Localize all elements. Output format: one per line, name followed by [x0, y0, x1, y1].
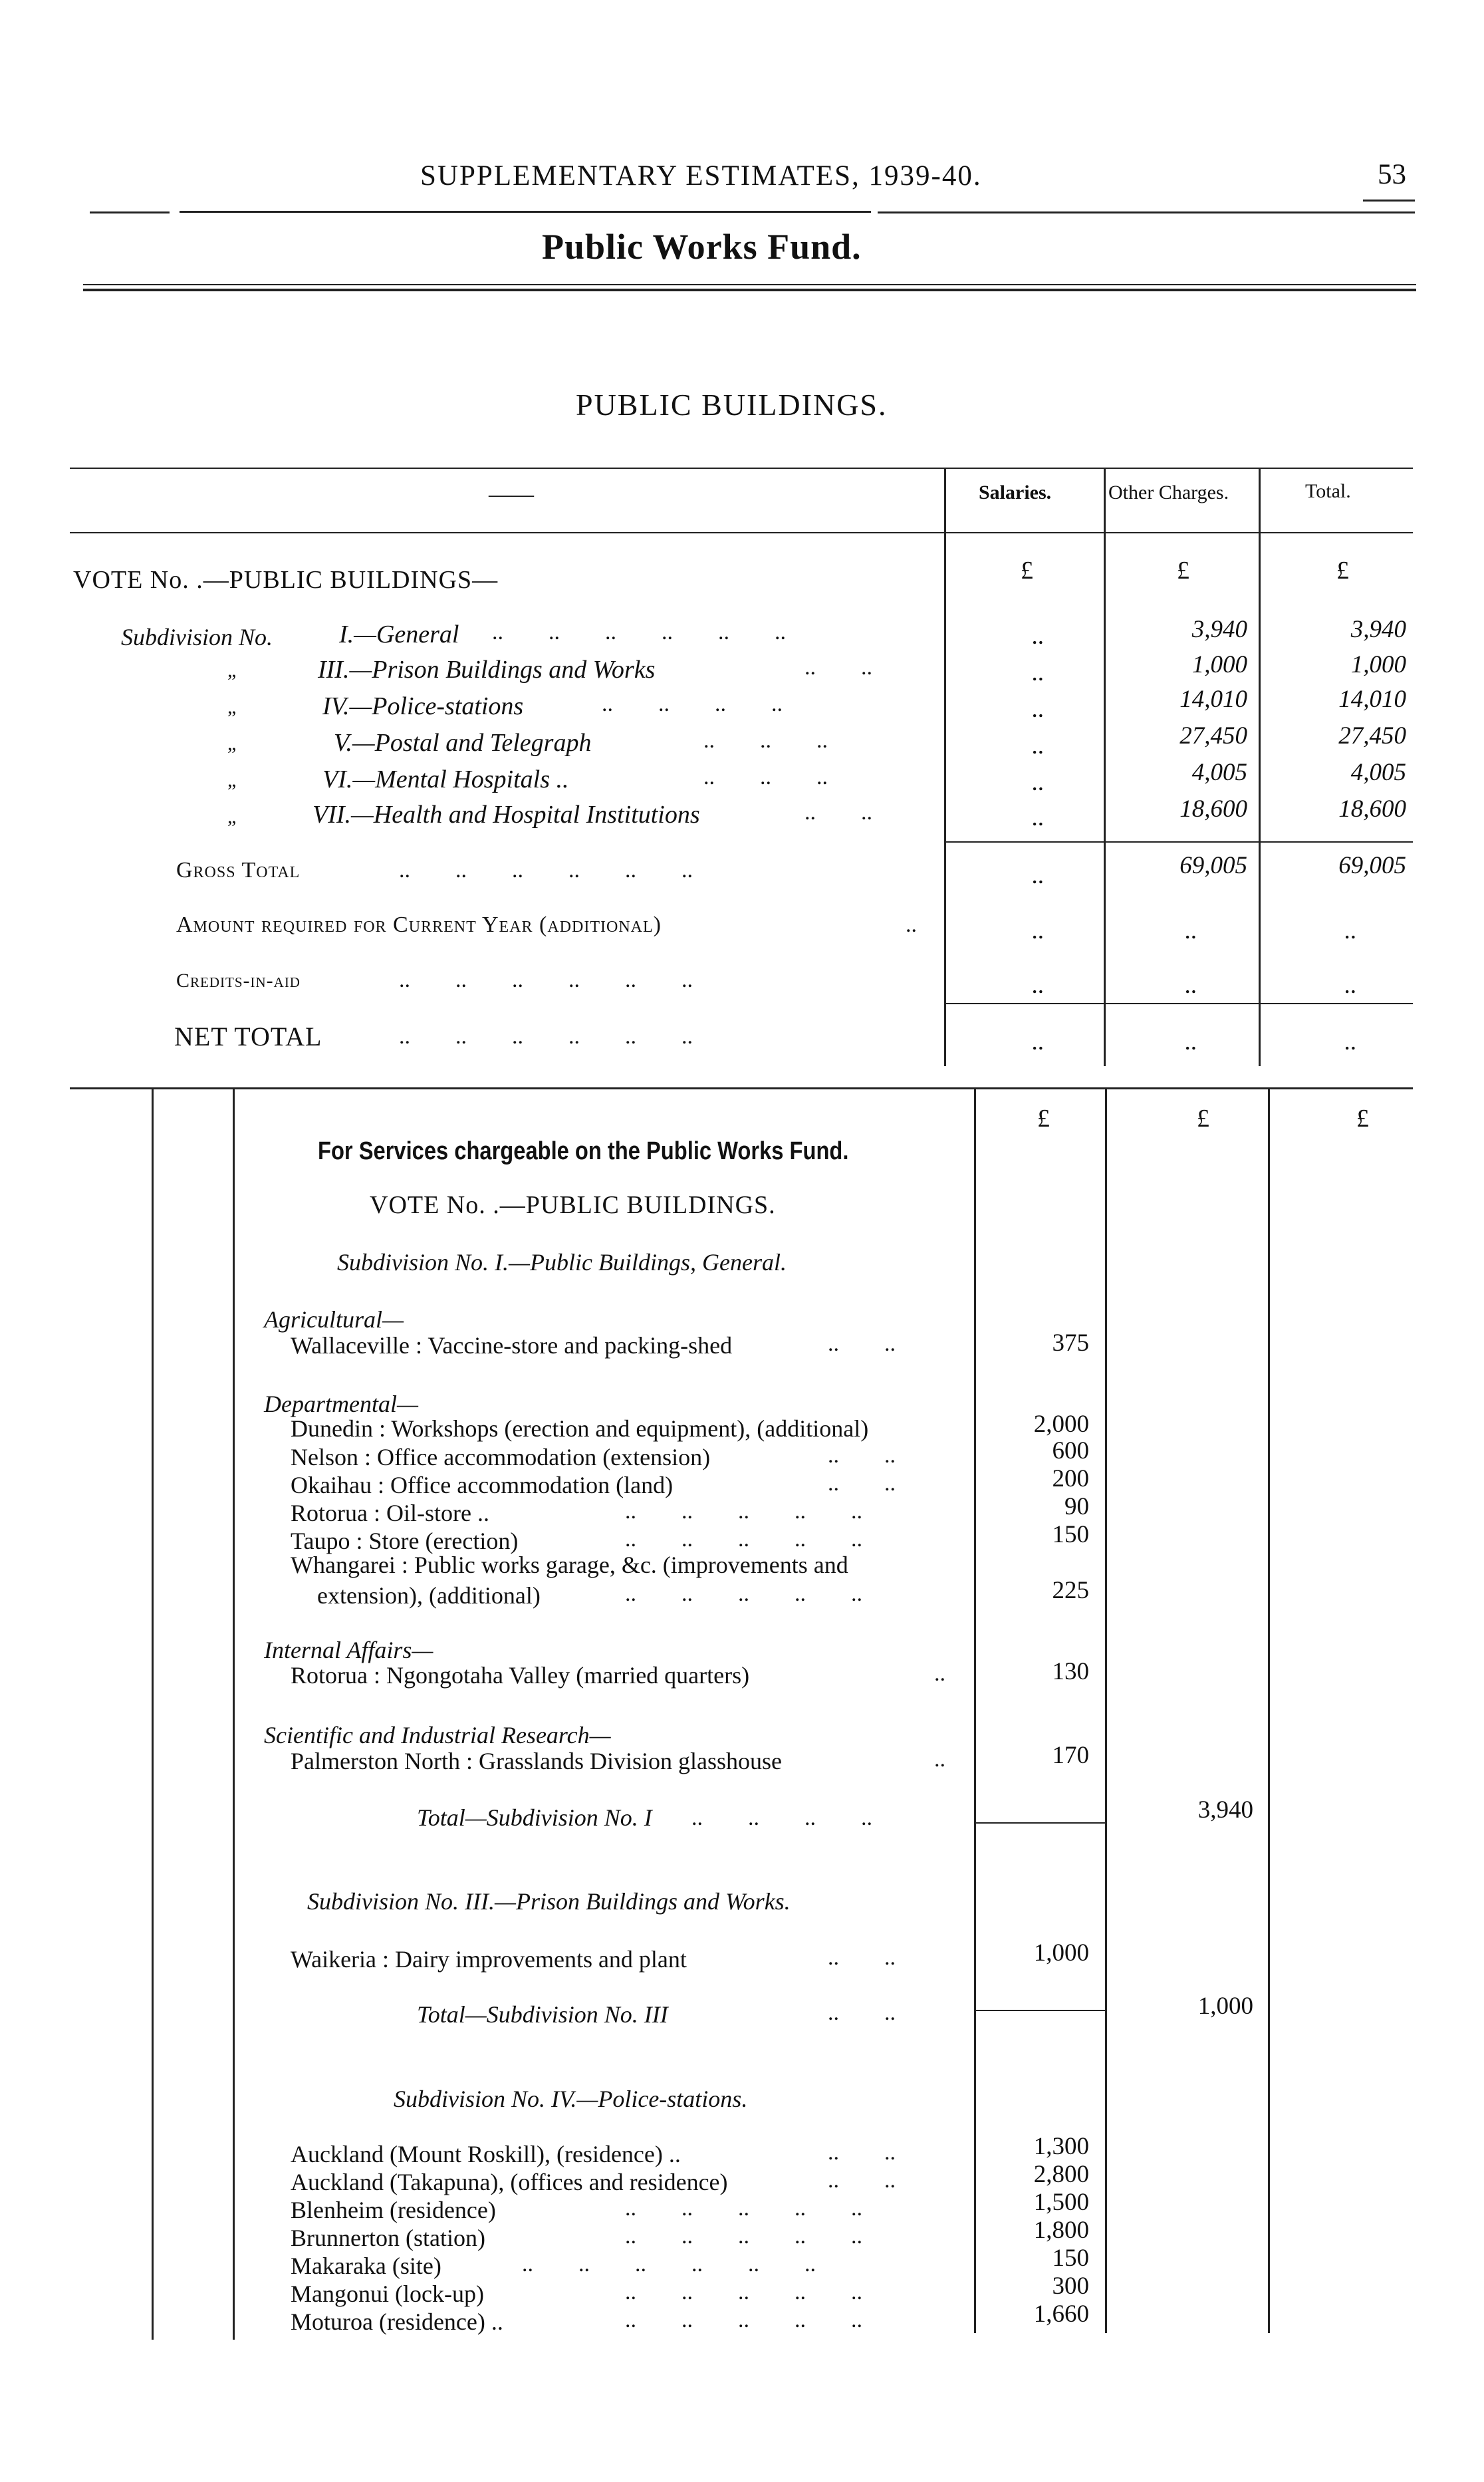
row-prefix: ” — [227, 707, 237, 729]
amount-required-label: Amount required for Current Year (additional) — [176, 912, 662, 937]
net-total-label: NET TOTAL — [174, 1022, 322, 1051]
detail-amount: 200 — [1052, 1465, 1089, 1492]
cell-salaries: .. — [1031, 696, 1044, 723]
cell-other: 4,005 — [1191, 759, 1247, 786]
detail-amount: 1,000 — [1033, 1939, 1089, 1967]
cell-other: 1,000 — [1191, 651, 1247, 678]
row-prefix: ” — [227, 780, 237, 802]
detail-currency-1: £ — [1037, 1105, 1050, 1133]
cell-salaries: .. — [1031, 622, 1044, 650]
detail-text: Wallaceville : Vaccine-store and packing-shed — [291, 1332, 733, 1359]
detail-amount: 1,300 — [1033, 2133, 1089, 2160]
detail-text-cont: extension), (additional) — [317, 1582, 541, 1609]
sub4-title: Subdivision No. IV.—Police-stations. — [394, 2086, 748, 2112]
detail-text: Waikeria : Dairy improvements and plant — [291, 1946, 687, 1973]
detail-text: Mangonui (lock-up) — [291, 2280, 484, 2307]
detail-text: Brunnerton (station) — [291, 2225, 485, 2251]
detail-amount: 2,000 — [1033, 1411, 1089, 1438]
details-heading: For Services chargeable on the Public Works Fund. — [318, 1137, 849, 1165]
col-head-other-charges: Other Charges. — [1108, 482, 1229, 503]
section-title: PUBLIC BUILDINGS. — [576, 388, 888, 422]
cell-other: .. — [1184, 972, 1197, 999]
cell-salaries: .. — [1031, 769, 1044, 796]
detail-currency-3: £ — [1356, 1105, 1369, 1133]
running-title: SUPPLEMENTARY ESTIMATES, 1939-40. — [420, 160, 982, 192]
cell-other: 18,600 — [1179, 795, 1247, 823]
cell-total: 1,000 — [1350, 651, 1406, 678]
detail-text: Auckland (Mount Roskill), (residence) .. — [291, 2141, 681, 2167]
row-label: IV.—Police-stations — [322, 692, 524, 720]
scientific-label: Scientific and Industrial Research— — [264, 1722, 611, 1748]
detail-amount: 1,660 — [1033, 2300, 1089, 2328]
detail-amount: 150 — [1052, 1521, 1089, 1548]
detail-text: Rotorua : Ngongotaha Valley (married quarters) — [291, 1662, 750, 1689]
detail-amount: 150 — [1052, 2245, 1089, 2272]
page-number: 53 — [1378, 159, 1406, 190]
detail-amount: 90 — [1064, 1493, 1089, 1520]
row-label: VII.—Health and Hospital Institutions — [312, 801, 700, 829]
currency-total: £ — [1336, 557, 1349, 585]
col-head-blank: —— — [489, 482, 534, 507]
cell-other: 69,005 — [1179, 852, 1247, 879]
detail-amount: 170 — [1052, 1742, 1089, 1769]
detail-currency-2: £ — [1197, 1105, 1209, 1133]
detail-amount: 1,500 — [1033, 2189, 1089, 2216]
gross-total-label: Gross Total — [176, 858, 301, 883]
details-vote-line: VOTE No. .—PUBLIC BUILDINGS. — [370, 1191, 776, 1219]
sub1-total-label: Total—Subdivision No. I — [417, 1804, 652, 1831]
cell-total: .. — [1344, 972, 1356, 999]
cell-salaries: .. — [1031, 1028, 1044, 1055]
cell-total: 14,010 — [1338, 686, 1406, 713]
sub3-title: Subdivision No. III.—Prison Buildings and Works. — [307, 1888, 791, 1915]
detail-text: Auckland (Takapuna), (offices and residence) — [291, 2169, 728, 2195]
detail-text: Rotorua : Oil-store .. — [291, 1500, 489, 1526]
sub3-total-amount: 1,000 — [1197, 1993, 1253, 2020]
cell-other: .. — [1184, 917, 1197, 944]
agricultural-label: Agricultural— — [264, 1306, 404, 1333]
col-head-salaries: Salaries. — [979, 482, 1052, 503]
cell-salaries: .. — [1031, 862, 1044, 889]
cell-total: 18,600 — [1338, 795, 1406, 823]
cell-salaries: .. — [1031, 972, 1044, 999]
cell-total: 3,940 — [1350, 616, 1406, 643]
detail-text: Taupo : Store (erection) — [291, 1528, 519, 1554]
currency-other: £ — [1177, 557, 1189, 585]
detail-text: Palmerston North : Grasslands Division glasshouse — [291, 1748, 782, 1774]
col-head-total: Total. — [1305, 480, 1351, 502]
detail-amount: 1,800 — [1033, 2217, 1089, 2244]
cell-salaries: .. — [1031, 732, 1044, 759]
credits-in-aid-label: Credits-in-aid — [176, 970, 301, 992]
internal-affairs-label: Internal Affairs— — [264, 1637, 433, 1663]
detail-text: Whangarei : Public works garage, &c. (improvements and — [291, 1552, 848, 1578]
sub1-total-amount: 3,940 — [1197, 1796, 1253, 1824]
detail-text: Okaihau : Office accommodation (land) — [291, 1472, 674, 1498]
detail-amount: 375 — [1052, 1329, 1089, 1357]
cell-total: .. — [1344, 1028, 1356, 1055]
vote-line: VOTE No. .—PUBLIC BUILDINGS— — [73, 566, 499, 594]
detail-amount: 130 — [1052, 1658, 1089, 1685]
cell-total: 69,005 — [1338, 852, 1406, 879]
sub1-title: Subdivision No. I.—Public Buildings, General. — [337, 1249, 787, 1276]
cell-total: .. — [1344, 917, 1356, 944]
detail-amount: 300 — [1052, 2273, 1089, 2300]
row-label: III.—Prison Buildings and Works — [318, 656, 656, 684]
detail-text: Makaraka (site) — [291, 2253, 441, 2279]
cell-other: 27,450 — [1179, 722, 1247, 750]
departmental-label: Departmental— — [264, 1391, 418, 1417]
detail-text: Moturoa (residence) .. — [291, 2308, 503, 2335]
detail-amount: 2,800 — [1033, 2161, 1089, 2188]
cell-other: .. — [1184, 1028, 1197, 1055]
detail-amount: 225 — [1052, 1577, 1089, 1604]
detail-text: Nelson : Office accommodation (extension) — [291, 1444, 711, 1470]
sub3-total-label: Total—Subdivision No. III — [417, 2001, 668, 2028]
cell-other: 3,940 — [1191, 616, 1247, 643]
cell-total: 27,450 — [1338, 722, 1406, 750]
cell-salaries: .. — [1031, 659, 1044, 686]
currency-salaries: £ — [1021, 557, 1033, 585]
row-label: V.—Postal and Telegraph — [334, 729, 592, 757]
fund-title: Public Works Fund. — [542, 227, 862, 267]
detail-text: Blenheim (residence) — [291, 2197, 496, 2223]
row-label: I.—General — [339, 620, 459, 648]
row-prefix: ” — [227, 817, 237, 839]
detail-text: Dunedin : Workshops (erection and equipment), (additional) — [291, 1415, 869, 1442]
row-prefix: Subdivision No. — [121, 624, 273, 650]
cell-salaries: .. — [1031, 804, 1044, 831]
row-prefix: ” — [227, 744, 237, 765]
cell-other: 14,010 — [1179, 686, 1247, 713]
cell-salaries: .. — [1031, 917, 1044, 944]
cell-total: 4,005 — [1350, 759, 1406, 786]
row-label: VI.—Mental Hospitals .. — [322, 765, 569, 793]
detail-amount: 600 — [1052, 1437, 1089, 1464]
row-prefix: ” — [227, 670, 237, 692]
